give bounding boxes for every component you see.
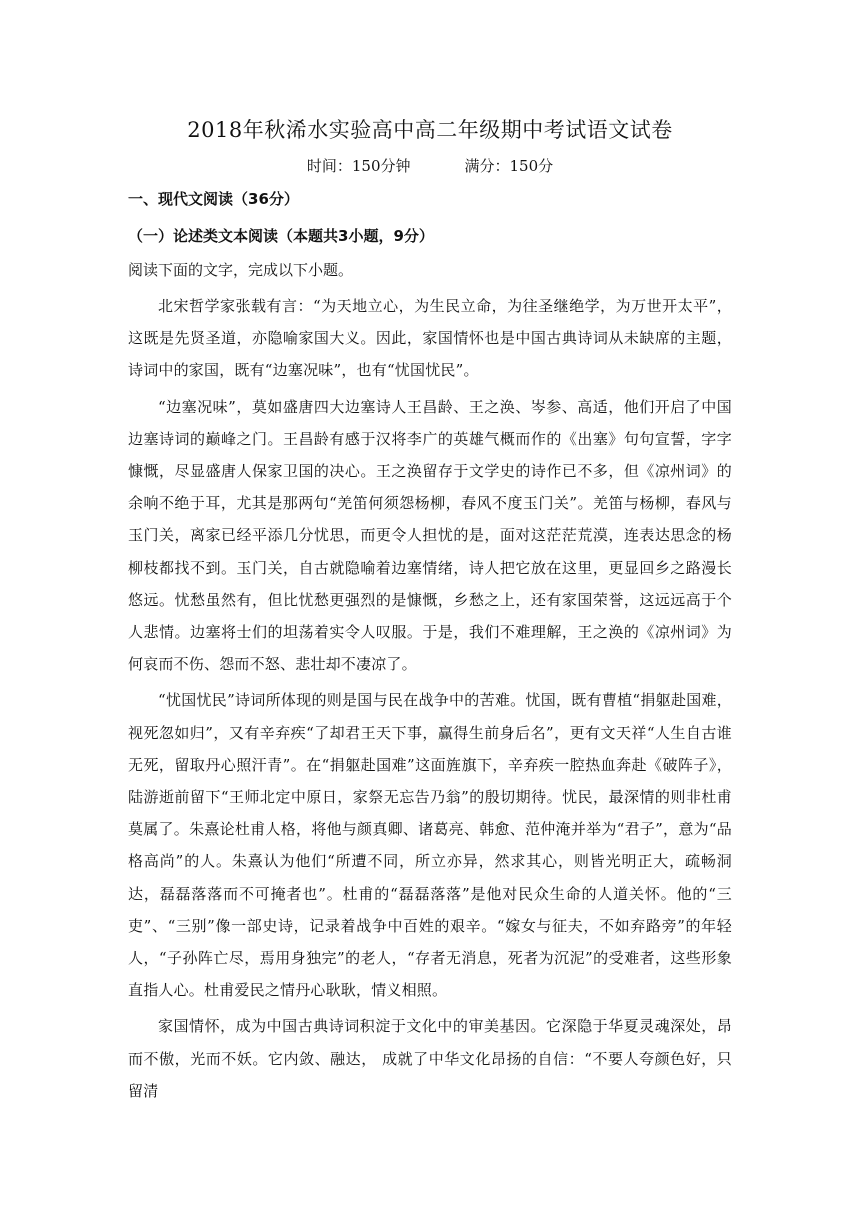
paragraph-2: “边塞况味”，莫如盛唐四大边塞诗人王昌龄、王之涣、岑参、高适，他们开启了中国边塞诗词的巅峰之门。王昌龄有感于汉将李广的英雄气概而作的《出塞》句句宣誓，字字慷慨，尽显盛唐人保家卫国的决心。王之涣留存于文学史的诗作已不多，但《凉州词》的余响不绝于耳，尤其是那两句“羌笛何须怨杨柳，春风不度玉门关”。羌笛与杨柳，春风与玉门关，离家已经平添几分忧思，而更令人担忧的是，面对这茫茫荒漠，连表达思念的杨柳枝都找不到。玉门关，自古就隐喻着边塞情绪，诗人把它放在这里，更显回乡之路漫长悠远。忧愁虽然有，但比忧愁更强烈的是慷慨，乡愁之上，还有家国荣誉，这远远高于个人悲情。边塞将士们的坦荡着实令人叹服。于是，我们不难理解，王之涣的《凉州词》为何哀而不伤、怨而不怒、悲壮却不凄凉了。 <box>128 397 732 674</box>
exam-meta <box>0 155 860 176</box>
exam-time: 时间：150分钟 <box>306 157 411 175</box>
exam-title: 2018年秋浠水实验高中高二年级期中考试语文试卷 <box>187 118 673 142</box>
exam-score: 满分：150分 <box>464 157 554 175</box>
paragraph-4: 家国情怀，成为中国古典诗词积淀于文化中的审美基因。它深隐于华夏灵魂深处，昂而不傲，光而不妖。它内敛、融达， 成就了中华文化昂扬的自信：“不要人夸颜色好，只留清 <box>128 1017 732 1100</box>
section-heading-2: （一）论述类文本阅读（本题共3小题，9分） <box>128 227 434 245</box>
section-heading-1: 一、现代文阅读（36分） <box>128 190 299 208</box>
reading-passage <box>128 290 732 1111</box>
paragraph-3: “忧国忧民”诗词所体现的则是国与民在战争中的苦难。忧国，既有曹植“捐躯赴国难，视死忽如归”，又有辛弃疾“了却君王天下事，赢得生前身后名”，更有文天祥“人生自古谁无死，留取丹心照汗青”。在“捐躯赴国难”这面旌旗下，辛弃疾一腔热血奔赴《破阵子》，陆游逝前留下“王师北定中原日，家祭无忘告乃翁”的殷切期待。忧民，最深情的则非杜甫莫属了。朱熹论杜甫人格，将他与颜真卿、诸葛亮、韩愈、范仲淹并举为“君子”，意为“品格高尚”的人。朱熹认为他们“所遭不同，所立亦异，然求其心，则皆光明正大，疏畅洞达，磊磊落落而不可掩者也”。杜甫的“磊磊落落”是他对民众生命的人道关怀。他的“三吏”、“三别”像一部史诗，记录着战争中百姓的艰辛。“嫁女与征夫，不如弃路旁”的年轻人，“子孙阵亡尽，焉用身独完”的老人，“存者无消息，死者为沉泥”的受难者，这些形象直指人心。杜甫爱民之情丹心耿耿，情义相照。 <box>128 691 732 1000</box>
paragraph-1: 北宋哲学家张载有言：“为天地立心，为生民立命，为往圣继绝学，为万世开太平”，这既是先贤圣道，亦隐喻家国大义。因此，家国情怀也是中国古典诗词从未缺席的主题，诗词中的家国，既有“边塞况味”，也有“忧国忧民”。 <box>128 297 732 380</box>
reading-instruction: 阅读下面的文字，完成以下小题。 <box>128 261 354 279</box>
